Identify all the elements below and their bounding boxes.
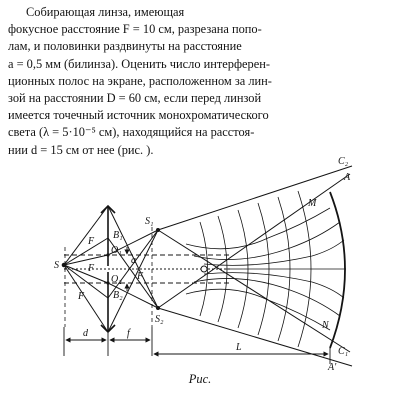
label-b1: B₁ [113,230,123,241]
source-point [62,263,67,268]
problem-line: a = 0,5 мм (билинза). Оценить число интерферен- [8,56,270,71]
label-c2: C₂ [338,156,349,167]
image-s2-point [156,306,160,310]
label-f-lower: F [78,291,85,302]
label-f: f [127,328,130,339]
label-o2: O₂ [111,274,122,285]
label-c1: C₁ [338,346,349,357]
problem-line: лам, и половинки раздвинуты на расстояние [8,39,242,54]
center-o2-point [106,281,109,284]
label-o1: O₁ [111,245,122,256]
bilens-diagram [0,152,400,374]
label-a-prime: A' [328,362,337,373]
image-s1-point [156,228,160,232]
label-s: S [54,260,59,271]
label-l: L [236,342,242,353]
problem-statement [8,4,392,159]
label-d: d [83,328,88,339]
problem-line: Собирающая линза, имеющая [26,5,185,19]
screen [330,192,345,348]
problem-line: нии d = 15 см от нее (рис. ). [8,142,154,157]
problem-line: света (λ = 5·10⁻⁵ см), находящийся на расстоя- [8,125,255,140]
label-a-top: A [344,172,351,183]
focus-right-point [201,266,207,272]
label-m: M [308,198,317,209]
label-s1: S₁ [145,216,154,227]
label-b2: B₂ [113,290,123,301]
dimensions [64,327,330,364]
center-o1-point [106,253,109,256]
label-n: N [322,320,329,331]
label-f-mid: F [88,263,95,274]
problem-line: фокусное расстояние F = 10 см, разрезана попо- [8,22,262,37]
label-f-right: F [137,271,144,282]
figure-caption: Рис. [188,372,212,386]
label-s2: S₂ [155,314,164,325]
problem-line: ционных полос на экране, расположенном за лин- [8,73,272,88]
problem-line: зой на расстоянии D = 60 см, если перед линзой [8,91,262,106]
problem-line: имеется точечный источник монохроматического [8,108,269,123]
label-a: a [131,255,136,266]
label-f-upper: F [88,236,95,247]
